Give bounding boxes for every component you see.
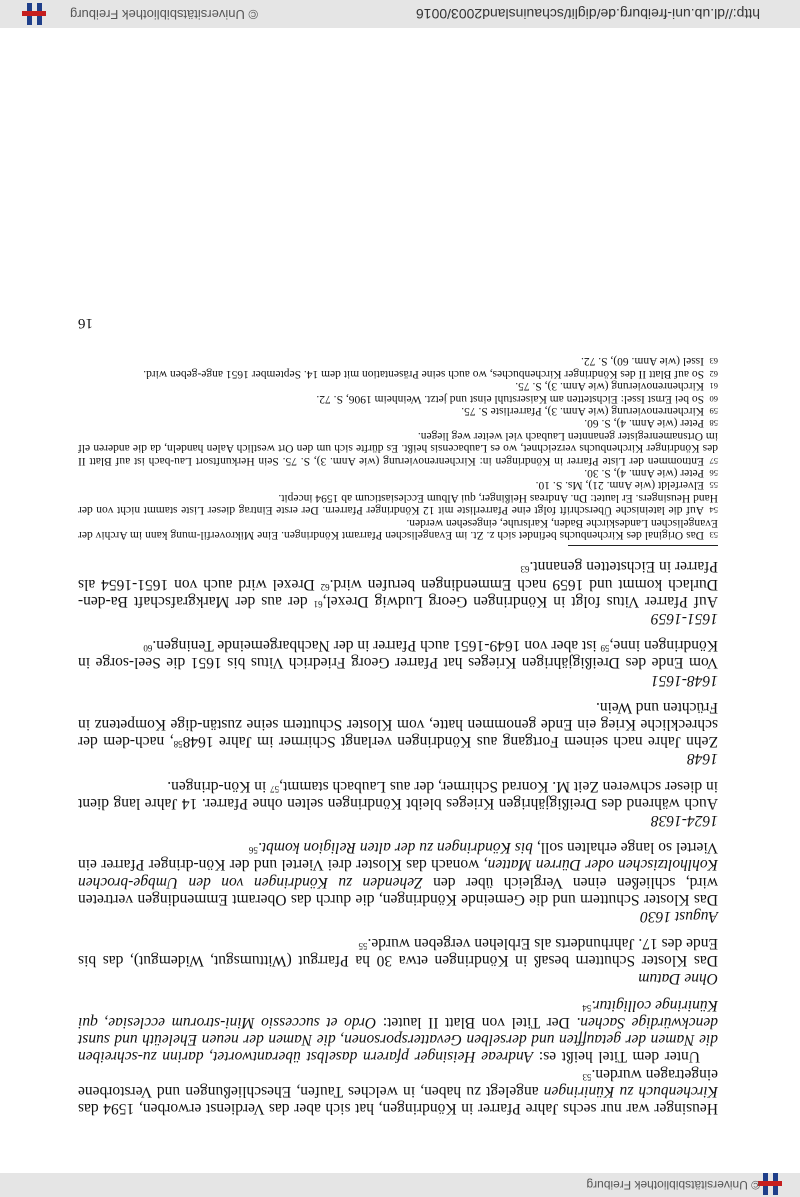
intro-paragraph: Heusinger war nur sechs Jahre Pfarrer in Köndringen, hat sich aber das Verdienst erworben, 1594 das Kirchenbuch zu Küniringen angelegt zu haben, in welches Taufen, Eheschließungen und Verstorbene eingetragen wurden.$^{53}$ (78, 1065, 718, 1117)
footnote: 61Kirchenrenovierung (wie Anm. 3), S. 75. (515, 380, 718, 393)
footnote-ref[interactable]: 62 (320, 581, 330, 592)
section-text: Vom Ende des Dreißigjährigen Krieges hat Pfarrer Georg Friedrich Vitus bis 1651 die Seel-sorge in Köndringen inne,$^{59}$ ist aber von 1649-1651 auch Pfarrer in der Nachbargemeinde Teningen.$^{60}$ (78, 637, 718, 672)
bottom-bar (0, 0, 800, 28)
section-heading: 1624-1638 (650, 811, 718, 829)
section-text: Das Kloster Schuttern und die Gemeinde Köndringen, die durch das Oberamt Emmendingen vertreten wird, schließen einen Vergleich über den Zehenden zu Köndringen von den Umbge-brochen Kohlholtzischen oder Dürren Matten, wonach das Kloster drei Viertel und der Kön-dringer Pfarrer ein Viertel so lange erhalten soll, bis Köndringen zu der alten Religion kombt.$^{56}$ (77, 839, 718, 908)
footnote-ref[interactable]: 54 (582, 1002, 592, 1013)
section-text: Zehn Jahre nach seinem Fortgang aus Köndringen verlangt Schirmer im Jahre 1648$^{58}$, nach-dem der schreckliche Krieg ein Ende genommen hatte, vom Kloster Schuttern seine zustän-dige Kompetenz in Früchten und Wein. (78, 698, 718, 751)
footnote: 57Entnommen der Liste Pfarrer in Köndringen in: Kirchenrenovierung (wie Anm. 3), S. 75. Sein Herkunftsort Lau-bach ist auf Blatt II des Köndringer Kirchenbuchs verzeichnet, wo es Laubacensis heißt. Es dürfte sich um den Ort westlich Aalen handeln, da die anderen elf im Ortsnamenregister genannten Laubach viel weiter weg liegen. (78, 429, 718, 467)
title-paragraph: Unter dem Titel heißt es: Andreae Heisinger pfarern daselbst überantwortet, darinn zu-schreiben die Namen der getaufften und derselben Gevattersporsonen, die Namen der neuen Eheleüth und sunst denckwürdige Sachen. Der Titel von Blatt II lautet: Ordo et successio Mini-strorum ecclesiae, qui Küniringe colligitur.$^{54}$ (78, 996, 718, 1066)
page-number: 16 (78, 315, 93, 332)
top-bar (0, 1173, 800, 1197)
section-heading: 1651-1659 (650, 609, 718, 627)
university-logo-icon (758, 1173, 782, 1195)
top-copyright: © Universitätsbibliothek Freiburg (586, 1178, 760, 1192)
footnote: 59Kirchenrenovierung (wie Anm. 3), Pfarrerliste S. 75. (461, 405, 718, 418)
section-heading: 1648-1651 (650, 671, 718, 689)
footnote-ref[interactable]: 56 (248, 845, 258, 856)
section-text: Das Kloster Schuttern besaß in Köndringen etwa 30 ha Pfarrgut (Wittumsgut, Widemgut), das bis Ende des 17. Jahrhunderts als Erblehen vergeben wurde.$^{55}$ (78, 935, 718, 970)
section-text: Auf Pfarrer Vitus folgt in Köndringen Georg Ludwig Drexel,$^{61}$ der aus der Markgrafschaft Ba-den-Durlach kommt und 1659 nach Emmendingen berufen wird.$^{62}$ Drexel wird auch von 1651-1654 als Pfarrer in Eichstetten genannt.$^{63}$ (77, 558, 718, 610)
page-url-link[interactable]: http://dl.ub.uni-freiburg.de/diglit/schauinsland2003/0016 (415, 6, 760, 22)
footnote-ref[interactable]: 58 (173, 739, 183, 750)
footnote-ref[interactable]: 55 (358, 941, 368, 952)
university-logo-icon (22, 3, 46, 25)
footnote-ref[interactable]: 63 (520, 564, 530, 575)
footnote: 63Issel (wie Anm. 60), S. 72. (581, 355, 718, 368)
footnote: 56Peter (wie Anm. 4), S. 30. (584, 467, 718, 480)
section-heading: August 1630 (640, 907, 718, 925)
footnote-ref[interactable]: 57 (270, 783, 280, 794)
footnote: 53Das Original des Kirchenbuchs befindet sich z. Zt. im Evangelischen Pfarramt Köndringen. Eine Mikroverfil-mung kann im Archiv der Evangelischen Landeskirche Baden, Karlsruhe, eingesehen werden. (78, 516, 718, 542)
footnote: 54Auf die lateinische Überschrift folgt eine Pfarrerliste mit 12 Köndringer Pfarrern. Der erste Eintrag dieser Liste stammt nicht von der Hand Heusingers. Er lautet: Dn. Andreas Heißinger, qui Album Ecclesiasticum ab 1594 incepit. (78, 491, 718, 517)
footnote-ref[interactable]: 61 (313, 598, 323, 609)
footnote: 60So bei Ernst Issel: Eichstetten am Kaiserstuhl einst und jetzt. Weinheim 1906, S. 72. (316, 392, 718, 405)
section-heading: 1648 (687, 750, 718, 768)
footnote: 55Elverfeldt (wie Anm. 21), Ms. S. 10. (535, 479, 718, 492)
section-heading: Ohne Datum (638, 969, 718, 987)
footnote: 62So auf Blatt II des Köndringer Kirchenbuches, wo auch seine Präsentation mit dem 14. September 1651 ange-geben wird. (143, 367, 718, 380)
footnote-ref[interactable]: 53 (582, 1071, 592, 1082)
footnote-ref[interactable]: 60 (143, 643, 153, 654)
section-text: Auch während des Dreißigjährigen Krieges bleibt Köndringen selten ohne Pfarrer. 14 Jahre lang dient in dieser schweren Zeit M. Konrad Schirmer, der aus Laubach stammt,$^{57}$ in Kön-dringen. (78, 777, 718, 812)
footnote-divider (568, 545, 718, 546)
bottom-copyright: © Universitätsbibliothek Freiburg (70, 7, 259, 22)
document-body (78, 314, 718, 1117)
footnote-ref[interactable]: 59 (600, 643, 610, 654)
footnote: 58Peter (wie Anm. 4), S. 60. (584, 417, 718, 430)
